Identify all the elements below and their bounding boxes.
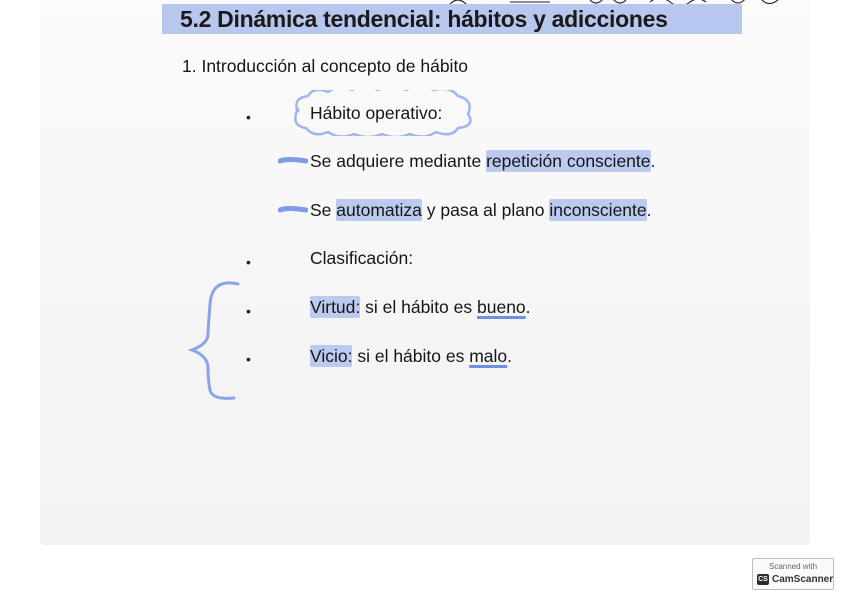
bullet-dot: • xyxy=(246,303,251,319)
watermark-caption: Scanned with xyxy=(768,562,818,571)
period: . xyxy=(650,151,656,171)
automatiza-text-pre: Se xyxy=(310,200,337,220)
automatiza-text-mid: y pasa al plano xyxy=(421,200,550,220)
pen-arrow-mark xyxy=(278,205,308,215)
camscanner-logo-icon: CS xyxy=(758,576,768,583)
watermark-brand-name: CamScanner xyxy=(772,574,834,585)
highlight-repeticion-consciente: repetición consciente xyxy=(486,151,651,171)
bullet-dot: • xyxy=(246,254,251,270)
hand-drawn-brace xyxy=(186,278,246,402)
repeticion-text: Se adquiere mediante xyxy=(310,151,487,171)
highlight-inconsciente: inconsciente xyxy=(549,200,647,220)
pen-arrow-mark xyxy=(278,156,308,166)
page-title: 5.2 Dinámica tendencial: hábitos y adicciones xyxy=(162,4,742,34)
virtud-text: si el hábito es xyxy=(360,297,477,317)
item-repeticion xyxy=(310,150,655,172)
highlight-virtud: Virtud: xyxy=(310,297,361,317)
item-virtud xyxy=(310,296,531,318)
watermark-brand xyxy=(757,574,833,585)
underlined-bueno: bueno xyxy=(477,297,526,317)
item-habito-operativo: Hábito operativo: xyxy=(310,103,443,123)
period: . xyxy=(525,297,531,317)
vicio-text: si el hábito es xyxy=(352,346,470,366)
scanned-page xyxy=(40,0,810,545)
period: . xyxy=(646,200,652,220)
camscanner-watermark xyxy=(752,558,834,590)
period: . xyxy=(507,346,513,366)
section-heading: 1. Introducción al concepto de hábito xyxy=(182,56,469,76)
highlight-vicio: Vicio: xyxy=(310,346,353,366)
bullet-dot: • xyxy=(246,109,251,125)
item-vicio xyxy=(310,345,512,367)
bullet-dot: • xyxy=(246,351,251,367)
item-clasificacion: Clasificación: xyxy=(310,248,414,268)
item-automatiza xyxy=(310,199,652,221)
underlined-malo: malo xyxy=(469,346,508,366)
highlight-automatiza: automatiza xyxy=(336,200,422,220)
